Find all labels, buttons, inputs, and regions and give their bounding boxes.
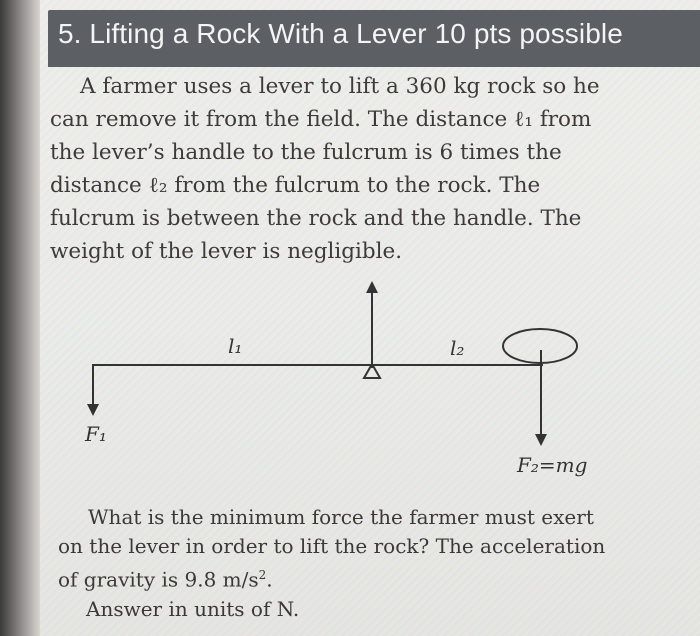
label-l1: l₁ (228, 334, 243, 358)
question-text-end: . (266, 567, 273, 592)
label-f2: F₂=mg (517, 453, 588, 477)
answer-units-text: Answer in units of N. (86, 596, 300, 621)
question-text-line (58, 503, 618, 595)
question-title: 5. Lifting a Rock With a Lever 10 pts possible (58, 18, 623, 49)
label-f1: F₁ (85, 422, 107, 446)
question-text-main: What is the minimum force the farmer must exert on the lever in order to lift the rock? The acceleration of gravity is 9.8 m/s (58, 505, 606, 592)
lever-diagram (60, 275, 620, 485)
label-l2: l₂ (450, 336, 465, 360)
question-exponent: 2 (258, 568, 267, 582)
question-block (58, 503, 618, 624)
problem-statement: A farmer uses a lever to lift a 360 kg rock so he can remove it from the field. The distance ℓ₁ from the lever’s handle to the fulcrum is 6 times the distance ℓ₂ from the fulcrum to the rock. The fulcrum is between the rock and the handle. The weight of the lever is negligible. (50, 74, 600, 264)
question-header (48, 10, 700, 67)
screen-edge (0, 0, 40, 636)
